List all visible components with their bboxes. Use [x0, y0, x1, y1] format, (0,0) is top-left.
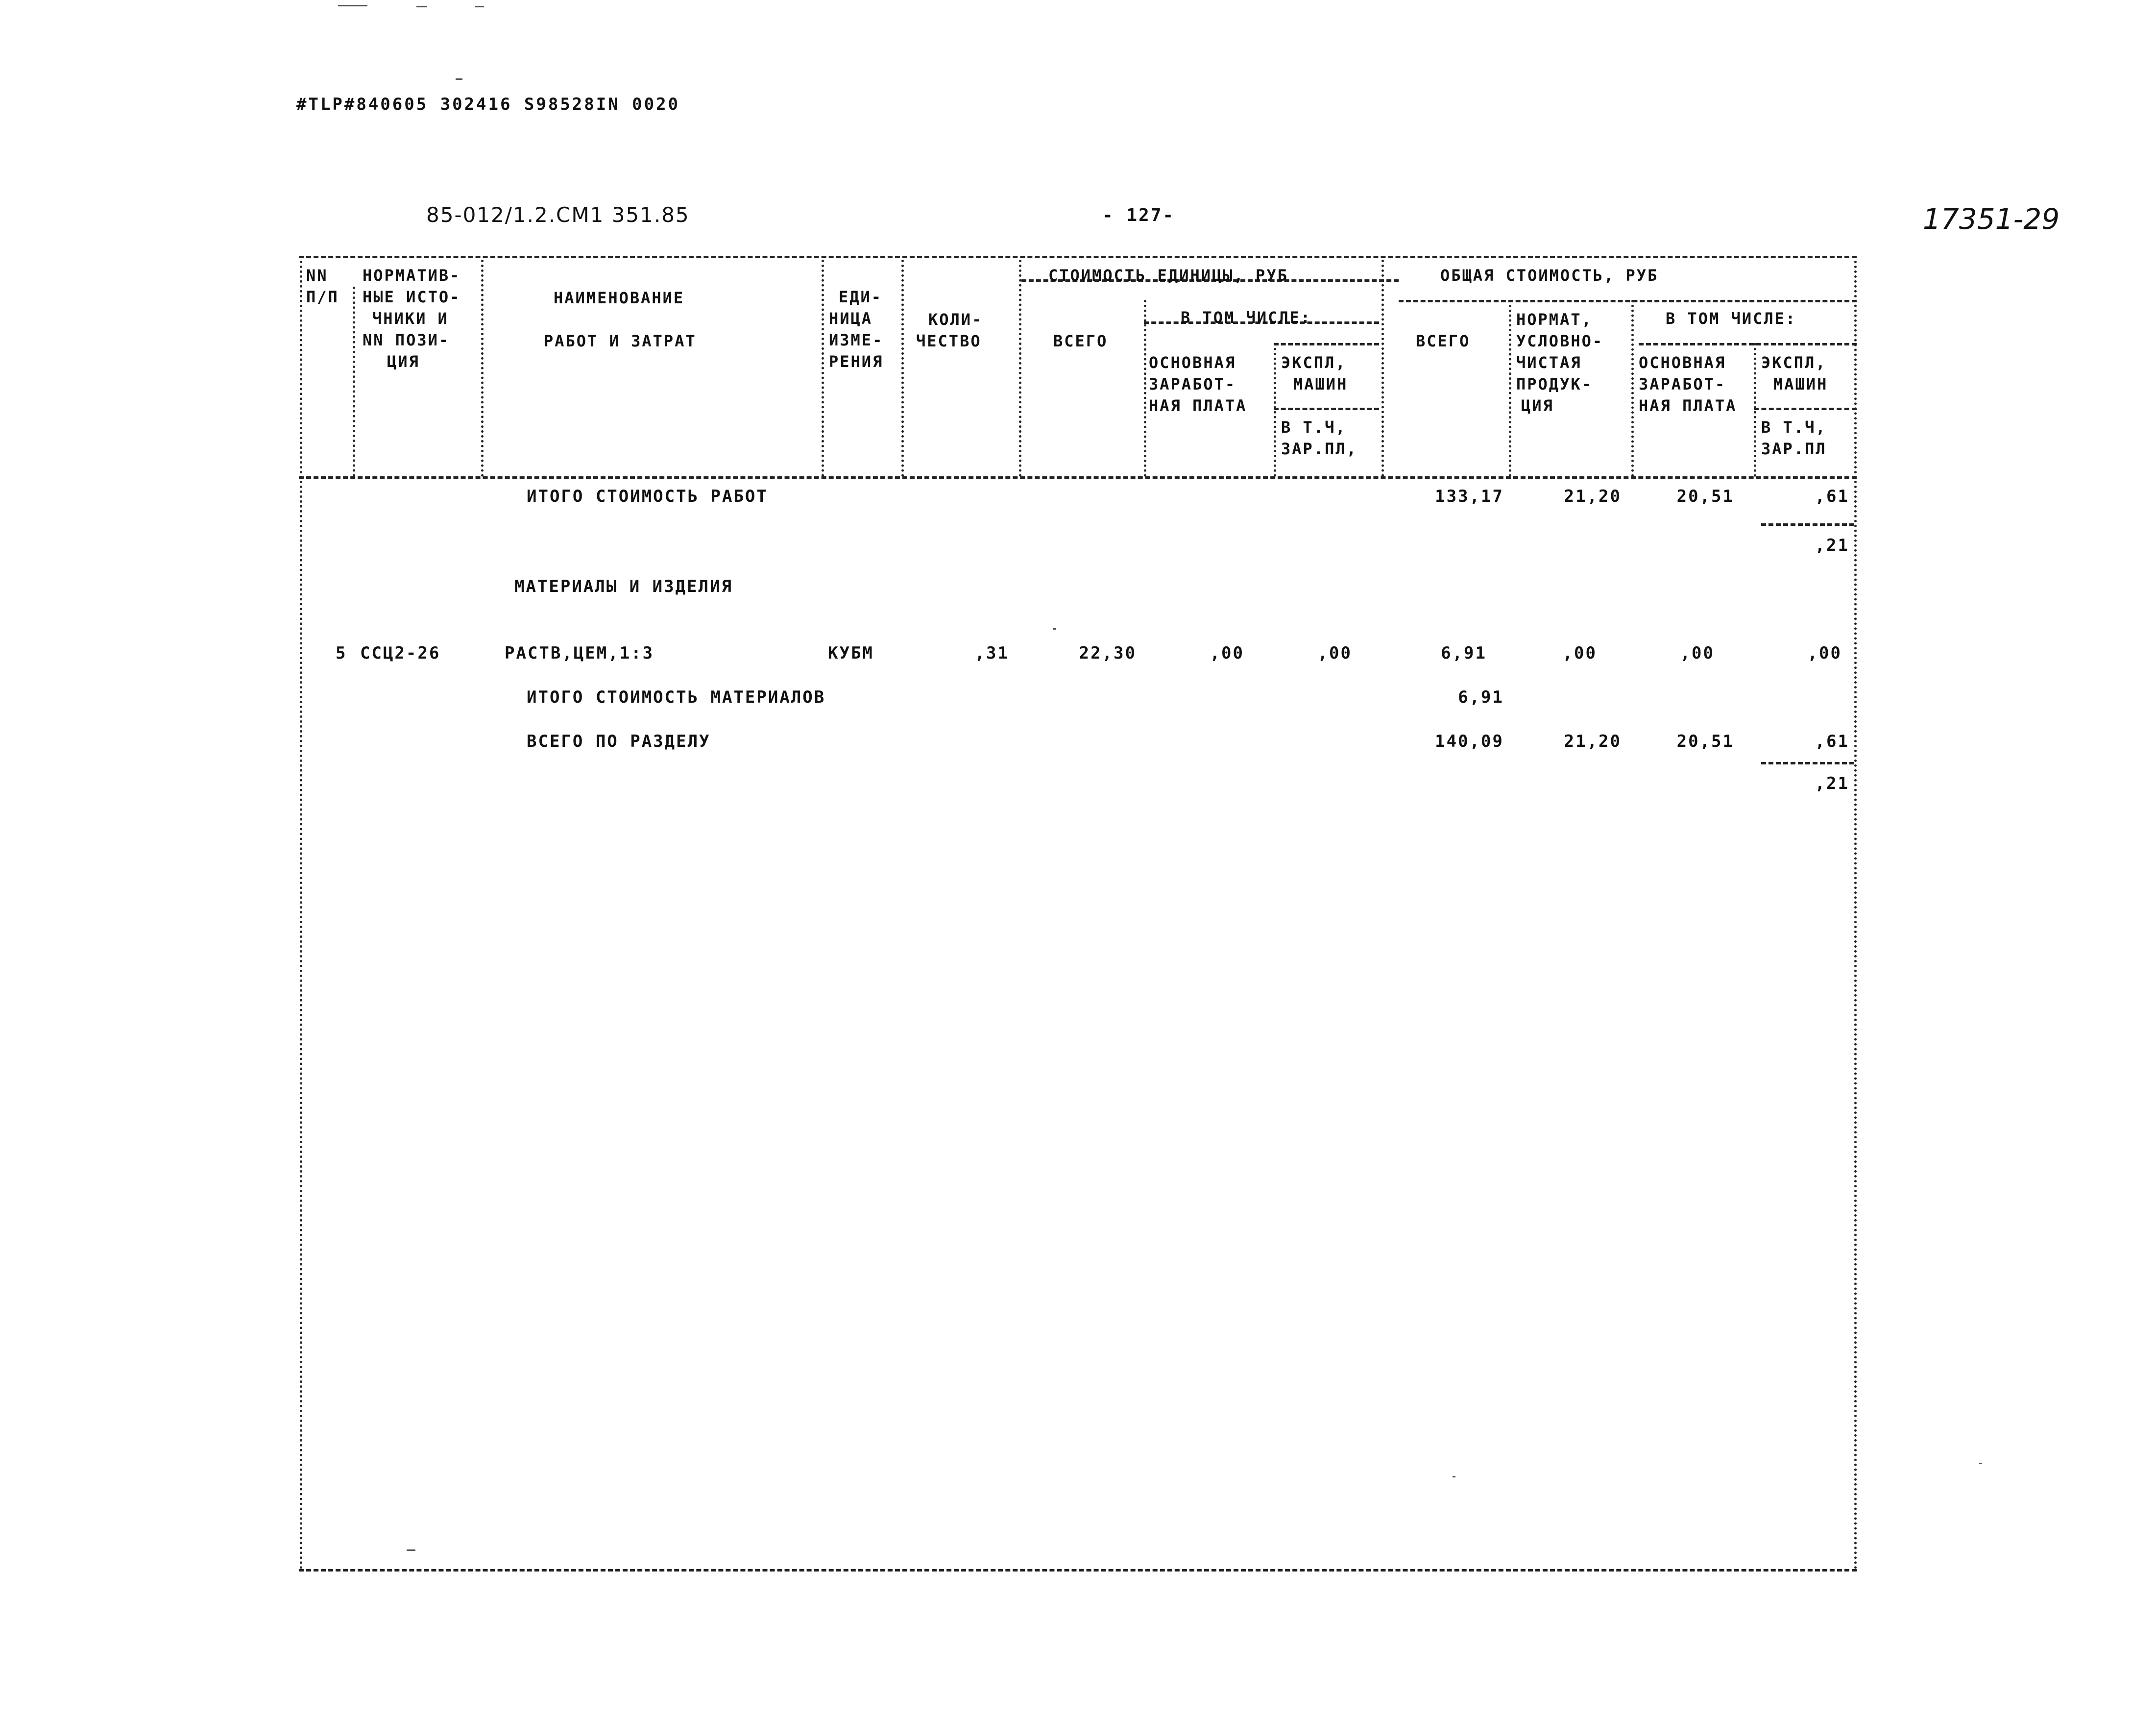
unit-machine-rule [1274, 343, 1379, 345]
table-bottom-border [299, 1569, 1857, 1572]
table-right-border [1854, 256, 1857, 1570]
header-unit-4: РЕНИЯ [829, 352, 884, 371]
total-machine-sub-rule [1754, 408, 1857, 410]
item-unit: КУБМ [828, 643, 874, 663]
col-divider [1631, 300, 1634, 477]
unit-machine-sub-rule [1274, 408, 1379, 410]
header-qty-1: КОЛИ- [928, 310, 983, 329]
header-name-2: РАБОТ И ЗАТРАТ [544, 332, 697, 350]
header-total-norm-1: НОРМАТ, [1516, 310, 1593, 329]
row-total: 140,09 [1435, 732, 1504, 751]
header-unit-2: НИЦА [829, 309, 873, 328]
header-unit-cost-title: СТОИМОСТЬ ЕДИНИЦЫ, РУБ [1048, 266, 1288, 285]
header-normative-1: НОРМАТИВ- [363, 266, 461, 285]
document-reference: 85-012/1.2.CM1 351.85 [426, 203, 690, 227]
item-code: ССЦ2-26 [360, 643, 441, 663]
col-divider [353, 287, 355, 477]
header-unit-wage-2: ЗАРАБОТ- [1149, 375, 1236, 393]
total-incl-rule [1639, 343, 1857, 345]
row-wage: 20,51 [1676, 732, 1734, 751]
header-total-norm-3: ЧИСТАЯ [1516, 353, 1582, 372]
col-divider [822, 260, 824, 477]
header-name-1: НАИМЕНОВАНИЕ [554, 289, 685, 307]
header-total-machine-1: ЭКСПЛ, [1761, 353, 1827, 372]
header-nn-1: NN [306, 266, 328, 285]
header-unit-wage-3: НАЯ ПЛАТА [1149, 396, 1247, 415]
item-unit-total: 22,30 [1079, 643, 1137, 663]
header-total-machine-sub-2: ЗАР.ПЛ [1761, 440, 1827, 458]
header-unit-wage-1: ОСНОВНАЯ [1149, 353, 1236, 372]
row-machine-sub: ,21 [1815, 774, 1849, 793]
header-total-norm-4: ПРОДУК- [1516, 375, 1593, 393]
works-subtotal-rule [1761, 523, 1854, 526]
table-left-border [300, 256, 302, 1570]
row-machine: ,61 [1815, 487, 1849, 506]
header-normative-2: НЫЕ ИСТО- [363, 288, 461, 306]
header-unit-machine-1: ЭКСПЛ, [1281, 353, 1347, 372]
item-total: 6,91 [1441, 643, 1487, 663]
document-code: #TLP#840605 302416 S98528IN 0020 [296, 95, 680, 114]
item-machine: ,00 [1807, 643, 1842, 663]
row-label: ВСЕГО ПО РАЗДЕЛУ [527, 732, 711, 751]
row-machine-sub: ,21 [1815, 536, 1849, 555]
header-normative-5: ЦИЯ [387, 352, 420, 371]
item-name: РАСТВ,ЦЕМ,1:3 [505, 643, 654, 663]
row-label: ИТОГО СТОИМОСТЬ РАБОТ [527, 487, 768, 506]
header-total-machine-sub-1: В Т.Ч, [1761, 418, 1827, 437]
header-normative-4: NN ПОЗИ- [363, 331, 450, 349]
header-normative-3: ЧНИКИ И [372, 309, 449, 328]
col-divider [1274, 343, 1276, 477]
col-divider [901, 260, 904, 477]
col-divider [1019, 260, 1021, 477]
header-total-machine-2: МАШИН [1773, 375, 1828, 393]
header-total-wage-3: НАЯ ПЛАТА [1639, 396, 1737, 415]
col-divider [481, 260, 484, 477]
handwritten-note: 17351-29 [1923, 202, 2060, 236]
item-unit-machine: ,00 [1317, 643, 1352, 663]
item-number: 5 [336, 643, 347, 663]
row-norm: 21,20 [1564, 487, 1622, 506]
section-title: МАТЕРИАЛЫ И ИЗДЕЛИЯ [514, 577, 733, 596]
header-total-cost-title: ОБЩАЯ СТОИМОСТЬ, РУБ [1440, 266, 1659, 285]
header-nn-2: П/П [306, 288, 339, 306]
row-total: 133,17 [1435, 487, 1504, 506]
item-qty: ,31 [974, 643, 1009, 663]
header-qty-2: ЧЕСТВО [916, 332, 982, 350]
header-unit-total: ВСЕГО [1053, 332, 1108, 350]
row-label: ИТОГО СТОИМОСТЬ МАТЕРИАЛОВ [527, 688, 826, 707]
row-machine: ,61 [1815, 732, 1849, 751]
header-unit-machine-2: МАШИН [1293, 375, 1348, 393]
page-number: - 127- [1102, 205, 1175, 225]
header-unit-incl: В ТОМ ЧИСЛЕ: [1181, 308, 1312, 327]
header-total-norm-2: УСЛОВНО- [1516, 332, 1604, 350]
row-wage: 20,51 [1676, 487, 1734, 506]
header-total-total: ВСЕГО [1416, 332, 1471, 350]
col-divider [1509, 300, 1511, 477]
header-total-wage-1: ОСНОВНАЯ [1639, 353, 1726, 372]
header-unit-machine-sub-2: ЗАР.ПЛ, [1281, 440, 1357, 458]
header-total-norm-5: ЦИЯ [1521, 396, 1554, 415]
header-bottom-rule [299, 476, 1857, 479]
item-unit-wage: ,00 [1210, 643, 1244, 663]
col-divider [1381, 260, 1384, 477]
item-wage: ,00 [1680, 643, 1715, 663]
item-norm: ,00 [1562, 643, 1597, 663]
col-divider [1754, 343, 1756, 477]
header-total-incl: В ТОМ ЧИСЛЕ: [1666, 309, 1797, 328]
table-top-border [299, 256, 1857, 258]
col-divider [1144, 300, 1146, 477]
header-unit-1: ЕДИ- [839, 288, 883, 306]
total-cost-rule [1399, 300, 1857, 302]
header-unit-3: ИЗМЕ- [829, 331, 884, 349]
grand-subtotal-rule [1761, 762, 1854, 764]
header-unit-machine-sub-1: В Т.Ч, [1281, 418, 1347, 437]
row-norm: 21,20 [1564, 732, 1622, 751]
row-total: 6,91 [1458, 688, 1504, 707]
header-total-wage-2: ЗАРАБОТ- [1639, 375, 1726, 393]
